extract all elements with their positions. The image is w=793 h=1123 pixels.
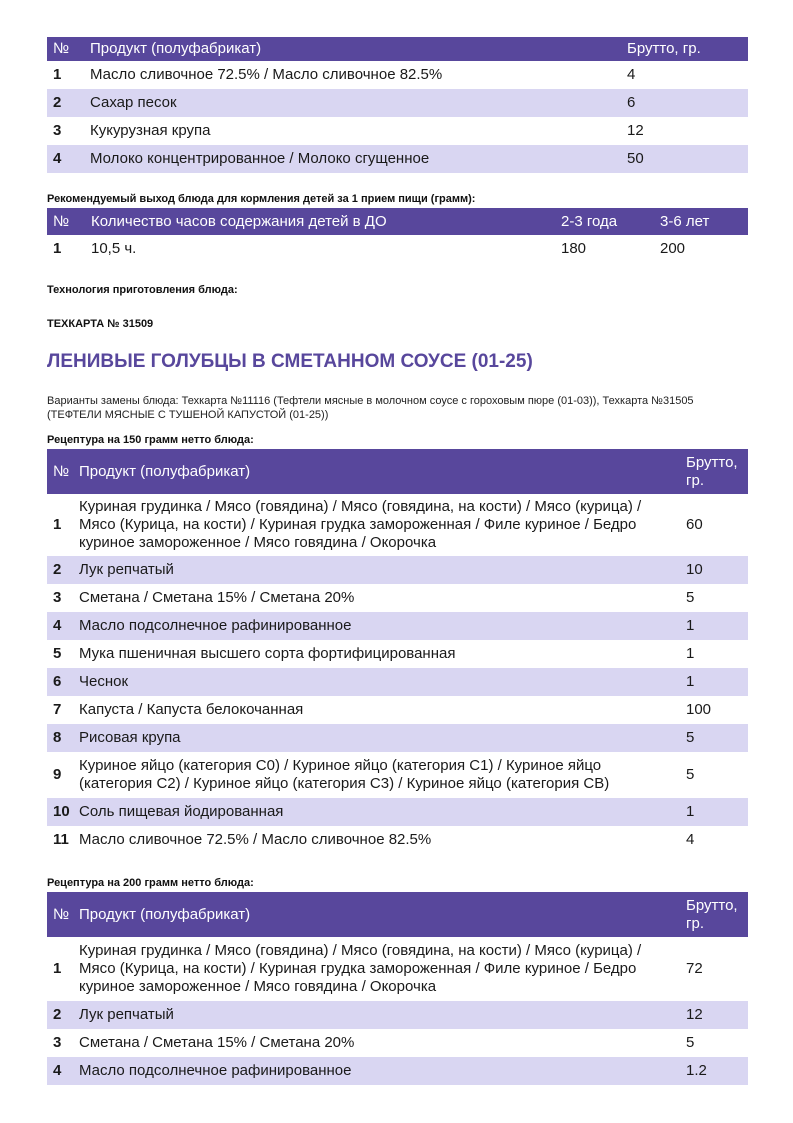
col-header-number: № bbox=[53, 212, 70, 230]
row-number: 1 bbox=[53, 239, 62, 257]
dish-title: ЛЕНИВЫЕ ГОЛУБЦЫ В СМЕТАННОМ СОУСЕ (01-25) bbox=[47, 351, 533, 372]
row-number: 2 bbox=[53, 561, 62, 578]
row-number: 4 bbox=[53, 1062, 62, 1079]
row-number: 1 bbox=[53, 66, 62, 83]
row-number: 2 bbox=[53, 1006, 62, 1023]
row-brutto: 1.2 bbox=[686, 1062, 707, 1079]
recipe-200-caption: Рецептура на 200 грамм нетто блюда: bbox=[47, 877, 254, 889]
recipe-150-caption: Рецептура на 150 грамм нетто блюда: bbox=[47, 434, 254, 446]
table-row bbox=[47, 752, 748, 798]
col-header-number: № bbox=[53, 905, 70, 923]
row-product: Куриная грудинка / Мясо (говядина) / Мясо (говядина, на кости) / Мясо (курица) / Мясо (Курица, на кости) / Куриная грудка замороженная / Филе куриное / Бедро куриное замороженное / Мясо говядина / Окорочка bbox=[79, 498, 642, 551]
row-brutto: 5 bbox=[686, 729, 695, 746]
table-row bbox=[47, 494, 748, 556]
col-header-age-2-3: 2-3 года bbox=[561, 212, 618, 230]
row-product: Куриная грудинка / Мясо (говядина) / Мясо (говядина, на кости) / Мясо (курица) / Мясо (Курица, на кости) / Куриная грудка замороженная / Филе куриное / Бедро куриное замороженное / Мясо говядина / Окорочка bbox=[79, 942, 642, 995]
recipe-150-table bbox=[47, 449, 748, 854]
col-header-hours: Количество часов содержания детей в ДО bbox=[91, 212, 387, 230]
row-number: 4 bbox=[53, 617, 62, 634]
col-header-age-3-6: 3-6 лет bbox=[660, 212, 710, 230]
row-product: Рисовая крупа bbox=[79, 729, 181, 746]
row-hours: 10,5 ч. bbox=[91, 239, 137, 257]
ingredients-table-top bbox=[47, 37, 748, 173]
row-brutto: 100 bbox=[686, 701, 712, 718]
row-brutto: 1 bbox=[686, 673, 695, 690]
row-number: 5 bbox=[53, 645, 62, 662]
row-brutto: 12 bbox=[627, 122, 644, 139]
row-product: Масло сливочное 72.5% / Масло сливочное 82.5% bbox=[90, 66, 443, 83]
row-number: 1 bbox=[53, 960, 62, 977]
table-row bbox=[47, 1057, 748, 1085]
table-row bbox=[47, 61, 748, 89]
row-product: Сахар песок bbox=[90, 94, 177, 111]
row-brutto: 4 bbox=[686, 831, 695, 848]
table-row bbox=[47, 89, 748, 117]
row-product: Куриное яйцо (категория С0) / Куриное яйцо (категория С1) / Куриное яйцо (категория С2) / Куриное яйцо (категория С3) / Куриное яйцо (категория СВ) bbox=[79, 757, 610, 792]
row-brutto: 12 bbox=[686, 1006, 703, 1023]
row-product: Лук репчатый bbox=[79, 561, 174, 578]
row-number: 10 bbox=[53, 803, 70, 820]
row-brutto: 5 bbox=[686, 766, 695, 783]
table-row bbox=[47, 584, 748, 612]
table-row bbox=[47, 798, 748, 826]
row-number: 3 bbox=[53, 1034, 62, 1051]
col-header-brutto: Брутто, гр. bbox=[627, 40, 701, 57]
row-age-3-6: 200 bbox=[660, 239, 686, 257]
row-product: Масло сливочное 72.5% / Масло сливочное 82.5% bbox=[79, 831, 432, 848]
table-row bbox=[47, 117, 748, 145]
row-product: Соль пищевая йодированная bbox=[79, 803, 284, 820]
row-brutto: 10 bbox=[686, 561, 703, 578]
table-row bbox=[47, 937, 748, 1001]
recipe-200-table bbox=[47, 892, 748, 1085]
table-header-row bbox=[47, 449, 748, 494]
row-brutto: 72 bbox=[686, 960, 703, 977]
col-header-product: Продукт (полуфабрикат) bbox=[79, 462, 251, 480]
replacement-variants: Варианты замены блюда: Техкарта №11116 (Тефтели мясные в молочном соусе с гороховым пюре (01-03)), Техкарта №31505 (ТЕФТЕЛИ МЯСНЫЕ С ТУШЕНОЙ КАПУСТОЙ (01-25)) bbox=[47, 395, 694, 421]
col-header-brutto: Брутто, гр. bbox=[686, 453, 738, 489]
row-number: 3 bbox=[53, 589, 62, 606]
row-number: 9 bbox=[53, 766, 62, 783]
row-product: Кукурузная крупа bbox=[90, 122, 211, 139]
table-row bbox=[47, 556, 748, 584]
row-product: Чеснок bbox=[79, 673, 129, 690]
table-row bbox=[47, 612, 748, 640]
row-brutto: 4 bbox=[627, 66, 636, 83]
row-product: Сметана / Сметана 15% / Сметана 20% bbox=[79, 1034, 355, 1051]
col-header-number: № bbox=[53, 462, 70, 480]
row-brutto: 1 bbox=[686, 803, 695, 820]
table-header-row bbox=[47, 208, 748, 235]
table-row bbox=[47, 235, 748, 262]
table-row bbox=[47, 640, 748, 668]
row-brutto: 5 bbox=[686, 589, 695, 606]
row-number: 6 bbox=[53, 673, 62, 690]
row-number: 7 bbox=[53, 701, 62, 718]
table-row bbox=[47, 1001, 748, 1029]
yield-table bbox=[47, 208, 748, 262]
table-row bbox=[47, 668, 748, 696]
row-brutto: 1 bbox=[686, 617, 695, 634]
table-header-row bbox=[47, 892, 748, 937]
col-header-product: Продукт (полуфабрикат) bbox=[79, 905, 251, 923]
row-product: Капуста / Капуста белокочанная bbox=[79, 701, 304, 718]
row-product: Молоко концентрированное / Молоко сгущенное bbox=[90, 150, 430, 167]
row-product: Сметана / Сметана 15% / Сметана 20% bbox=[79, 589, 355, 606]
row-number: 11 bbox=[53, 831, 69, 848]
table-row bbox=[47, 826, 748, 854]
table-row bbox=[47, 724, 748, 752]
row-product: Масло подсолнечное рафинированное bbox=[79, 1062, 352, 1079]
row-age-2-3: 180 bbox=[561, 239, 587, 257]
row-number: 2 bbox=[53, 94, 62, 111]
row-product: Лук репчатый bbox=[79, 1006, 174, 1023]
row-brutto: 6 bbox=[627, 94, 636, 111]
col-header-number: № bbox=[53, 40, 70, 57]
row-number: 3 bbox=[53, 122, 62, 139]
techcard-number: ТЕХКАРТА № 31509 bbox=[47, 318, 154, 330]
col-header-brutto: Брутто, гр. bbox=[686, 896, 738, 932]
row-product: Мука пшеничная высшего сорта фортифицированная bbox=[79, 645, 456, 662]
row-brutto: 50 bbox=[627, 150, 644, 167]
row-number: 4 bbox=[53, 150, 62, 167]
row-brutto: 60 bbox=[686, 516, 703, 533]
table-row bbox=[47, 696, 748, 724]
row-number: 1 bbox=[53, 516, 62, 533]
yield-caption: Рекомендуемый выход блюда для кормления детей за 1 прием пищи (грамм): bbox=[47, 193, 476, 205]
table-row bbox=[47, 1029, 748, 1057]
col-header-product: Продукт (полуфабрикат) bbox=[90, 40, 262, 57]
row-brutto: 5 bbox=[686, 1034, 695, 1051]
technology-label: Технология приготовления блюда: bbox=[47, 284, 238, 296]
row-product: Масло подсолнечное рафинированное bbox=[79, 617, 352, 634]
row-number: 8 bbox=[53, 729, 62, 746]
row-brutto: 1 bbox=[686, 645, 695, 662]
table-row bbox=[47, 145, 748, 173]
table-header-row bbox=[47, 37, 748, 61]
